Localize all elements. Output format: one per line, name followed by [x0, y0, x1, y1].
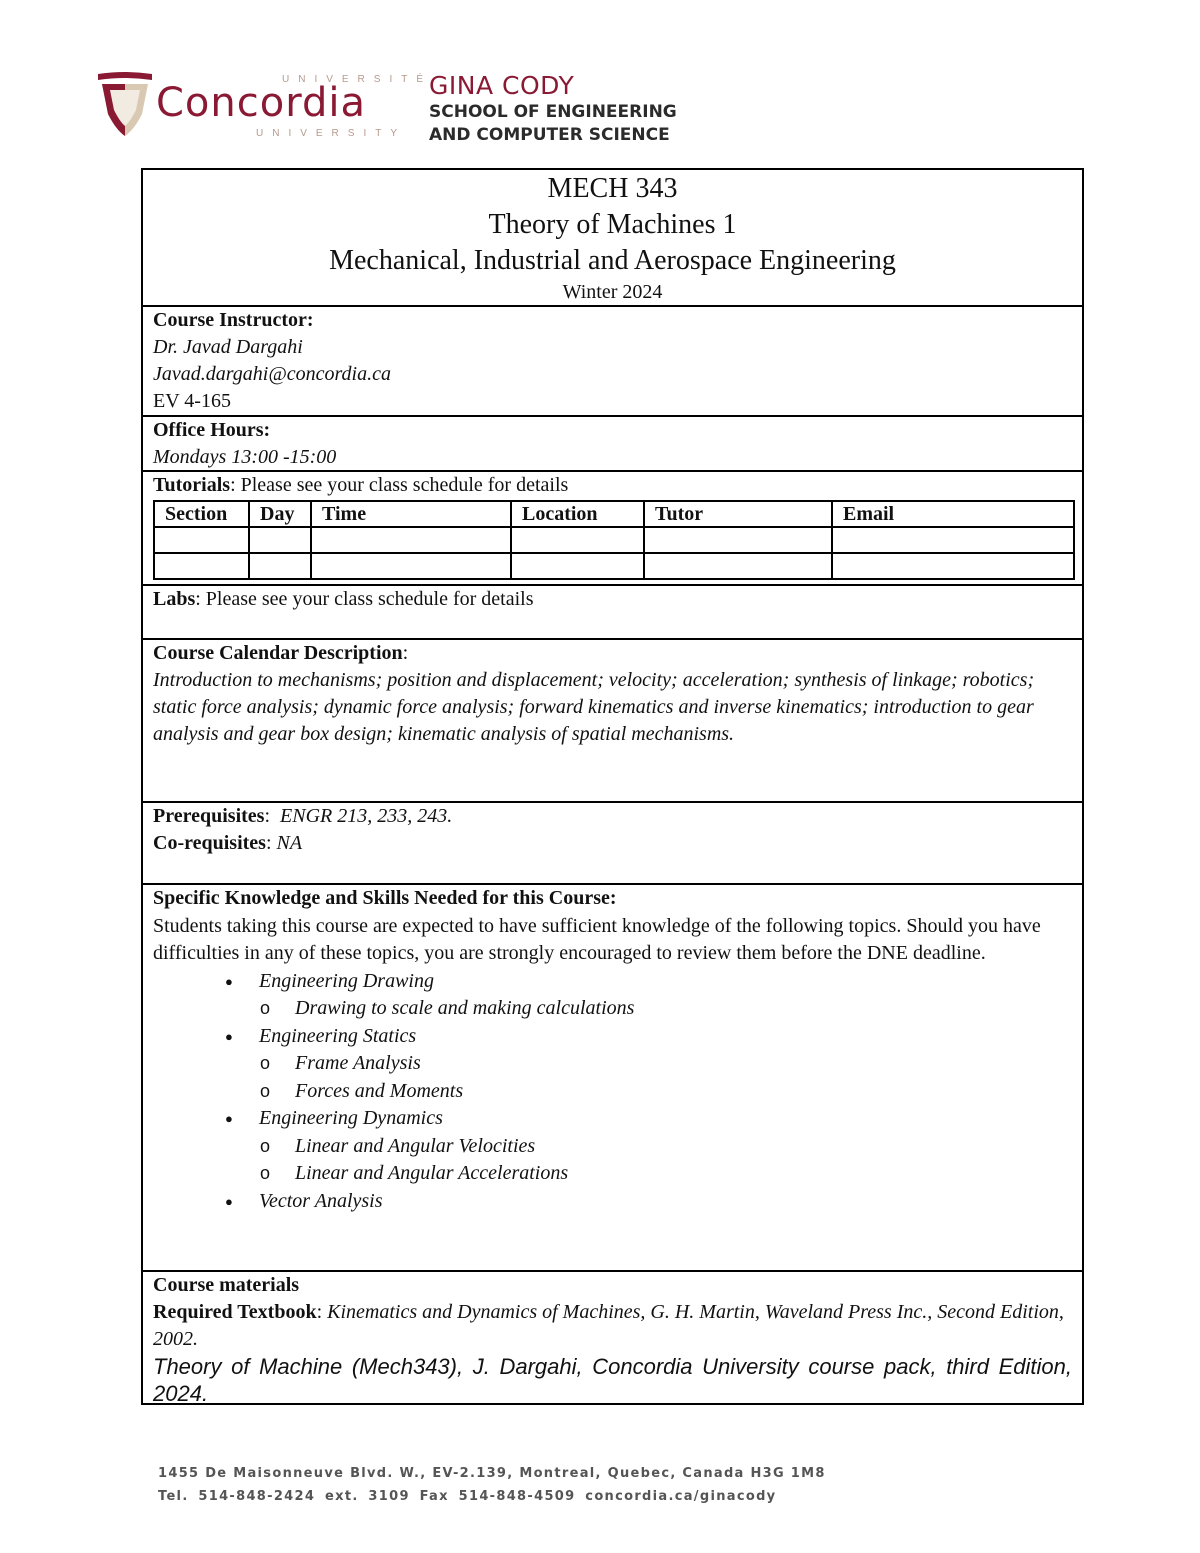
tutorials-text: : Please see your class schedule for details: [230, 474, 569, 496]
prereq-value: ENGR 213, 233, 243.: [280, 805, 453, 827]
tutorials-label: Tutorials: [153, 474, 231, 496]
term: Winter 2024: [562, 281, 663, 303]
labs-section: [143, 586, 1082, 640]
table-cell: [511, 553, 644, 579]
table-cell: [644, 527, 832, 553]
list-item: ● Vector Analysis: [153, 1188, 1072, 1216]
footer-address: 1455 De Maisonneuve Blvd. W., EV-2.139, Montreal, Quebec, Canada H3G 1M8: [158, 1466, 826, 1481]
course-outline-table: [141, 168, 1084, 1405]
tutorial-schedule-table: [153, 500, 1075, 580]
table-header-row: [154, 501, 1074, 527]
tutorials-section: [143, 472, 1082, 586]
skills-label: Specific Knowledge and Skills Needed for this Course:: [153, 887, 617, 909]
list-item: o Drawing to scale and making calculations: [153, 995, 1072, 1023]
list-item: o Frame Analysis: [153, 1050, 1072, 1078]
coreq-value: NA: [276, 832, 303, 854]
textbook-label: Required Textbook: [153, 1301, 317, 1323]
title-section: [143, 170, 1082, 307]
column-header-email: Email: [832, 501, 1074, 527]
column-header-tutor: Tutor: [644, 501, 832, 527]
university-bottom-text: UNIVERSITY: [256, 128, 407, 139]
instructor-office: EV 4-165: [153, 390, 231, 412]
labs-text: : Please see your class schedule for details: [195, 588, 534, 610]
list-item: o Linear and Angular Velocities: [153, 1133, 1072, 1161]
table-cell: [832, 553, 1074, 579]
table-cell: [249, 553, 311, 579]
instructor-email[interactable]: Javad.dargahi@concordia.ca: [153, 363, 391, 385]
column-header-time: Time: [311, 501, 511, 527]
table-row: [154, 553, 1074, 579]
course-name: Theory of Machines 1: [488, 209, 737, 240]
department-name: Mechanical, Industrial and Aerospace Engineering: [329, 245, 896, 276]
school-name-line2: SCHOOL OF ENGINEERING: [429, 102, 677, 122]
header-logos: [96, 66, 716, 156]
list-item: ● Engineering Dynamics: [153, 1105, 1072, 1133]
table-cell: [154, 553, 249, 579]
list-item: ● Engineering Drawing: [153, 968, 1072, 996]
table-cell: [511, 527, 644, 553]
list-item: ● Engineering Statics: [153, 1023, 1072, 1051]
calendar-text: Introduction to mechanisms; position and displacement; velocity; acceleration; synthesis of linkage; robotics; static force analysis; dynamic force analysis; forward kinematics and inverse kinematics; introduction to gear analysis and gear box design; kinematic analysis of spatial mechanisms.: [153, 669, 1035, 745]
column-header-location: Location: [511, 501, 644, 527]
coreq-colon: :: [265, 832, 272, 854]
footer-contact: Tel. 514-848-2424 ext. 3109 Fax 514-848-4509 concordia.ca/ginacody: [158, 1489, 777, 1504]
prereq-colon: :: [264, 805, 271, 827]
office-hours-section: [143, 417, 1082, 472]
course-pack: Theory of Machine (Mech343), J. Dargahi, Concordia University course pack, third Edition, 2024.: [153, 1354, 1072, 1406]
skills-section: [143, 885, 1082, 1272]
office-hours-label: Office Hours:: [153, 419, 271, 441]
table-cell: [249, 527, 311, 553]
table-cell: [644, 553, 832, 579]
table-row: [154, 527, 1074, 553]
column-header-section: Section: [154, 501, 249, 527]
table-cell: [311, 553, 511, 579]
table-cell: [311, 527, 511, 553]
instructor-section: [143, 307, 1082, 417]
column-header-day: Day: [249, 501, 311, 527]
school-name-line3: AND COMPUTER SCIENCE: [429, 125, 670, 145]
concordia-crest-icon: [96, 70, 154, 142]
instructor-name: Dr. Javad Dargahi: [153, 336, 303, 358]
prerequisites-section: [143, 803, 1082, 885]
school-name-line1: GINA CODY: [429, 71, 575, 100]
office-hours-value: Mondays 13:00 -15:00: [153, 446, 337, 468]
course-code: MECH 343: [547, 173, 678, 204]
materials-label: Course materials: [153, 1274, 300, 1296]
calendar-colon: :: [402, 642, 409, 664]
table-cell: [832, 527, 1074, 553]
coreq-label: Co-requisites: [153, 832, 266, 854]
course-materials-section: [143, 1272, 1082, 1405]
university-name: Concordia: [156, 80, 366, 126]
labs-label: Labs: [153, 588, 196, 610]
skills-intro: Students taking this course are expected to have sufficient knowledge of the following topics. Should you have difficulties in any of these topics, you are strongly encouraged to review them before the DNE deadline.: [153, 914, 1041, 964]
university-top-text: UNIVERSITÉ: [282, 74, 433, 85]
textbook-value: Kinematics and Dynamics of Machines, G. H. Martin, Waveland Press Inc., Second Edition, 2002.: [153, 1301, 1064, 1350]
list-item: o Linear and Angular Accelerations: [153, 1160, 1072, 1188]
calendar-description-section: [143, 640, 1082, 803]
calendar-label: Course Calendar Description: [153, 642, 403, 664]
prereq-label: Prerequisites: [153, 805, 265, 827]
instructor-label: Course Instructor:: [153, 309, 314, 331]
textbook-colon: :: [316, 1301, 323, 1323]
skills-topic-list: [153, 968, 1072, 1216]
list-item: o Forces and Moments: [153, 1078, 1072, 1106]
table-cell: [154, 527, 249, 553]
